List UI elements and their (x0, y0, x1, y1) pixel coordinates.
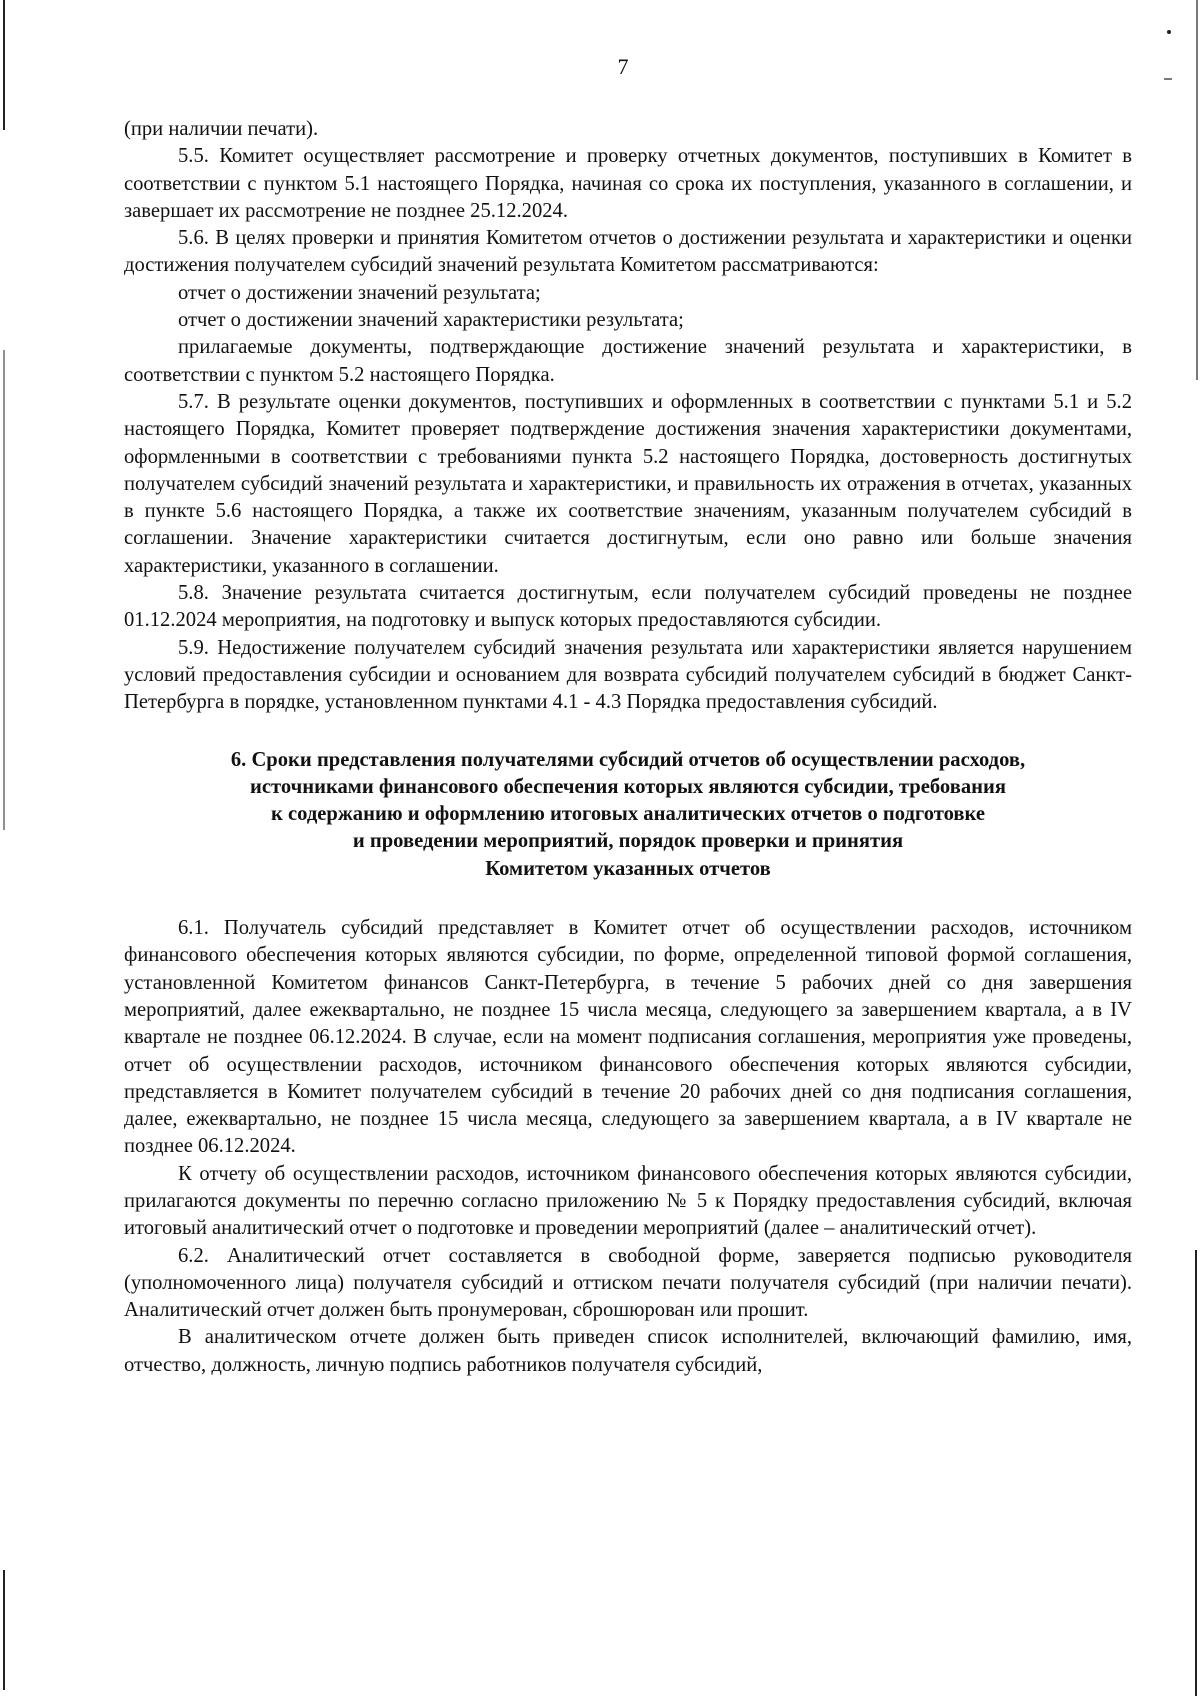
paragraph-5-6: 5.6. В целях проверки и принятия Комитетом отчетов о достижении результата и характеристики и оценки достижения получателем субсидий значений результата Комитетом рассматриваются: (124, 227, 1132, 277)
section-heading-line: и проведении мероприятий, порядок проверки и принятия (352, 830, 904, 853)
paragraph: К отчету об осуществлении расходов, источником финансового обеспечения которых являются субсидии, прилагаются документы по перечню согласно приложению № 5 к Порядку предоставления субсидий, включая итоговый аналитический отчет о подготовке и проведении мероприятий (далее – аналитический отчет). (124, 1162, 1132, 1240)
section-heading (124, 747, 1132, 883)
list-item: отчет о достижении значений характеристики результата; (178, 309, 684, 332)
section-heading-line: к содержанию и оформлению итоговых аналитических отчетов о подготовке (270, 803, 986, 826)
scan-speck (1164, 78, 1172, 80)
paragraph: В аналитическом отчете должен быть приведен список исполнителей, включающий фамилию, имя, отчество, должность, личную подпись работников получателя субсидий, (124, 1326, 1132, 1376)
scan-edge-left-mark (3, 350, 5, 830)
paragraph-6-2: 6.2. Аналитический отчет составляется в свободной форме, заверяется подписью руководителя (уполномоченного лица) получателя субсидий и оттиском печати получателя субсидий (при наличии печати). Аналитический отчет должен быть пронумерован, сброшюрован или прошит. (124, 1244, 1132, 1322)
document-body (124, 116, 1132, 1379)
scan-speck (1167, 30, 1171, 34)
paragraph: (при наличии печати). (124, 118, 319, 140)
page-number: 7 (617, 54, 629, 79)
section-heading-line: Комитетом указанных отчетов (485, 857, 771, 880)
scan-edge-right-mark (1195, 1250, 1197, 1696)
list-item: отчет о достижении значений результата; (178, 281, 541, 304)
paragraph-5-8: 5.8. Значение результата считается достигнутым, если получателем субсидий проведены не позднее 01.12.2024 мероприятия, на подготовку и выпуск которых предоставляются субсидии. (124, 582, 1132, 632)
scan-edge-left-mark (3, 1570, 5, 1690)
list-item: прилагаемые документы, подтверждающие достижение значений результата и характеристики, в соответствии с пунктом 5.2 настоящего Порядка. (124, 336, 1132, 386)
paragraph-5-7: 5.7. В результате оценки документов, поступивших и оформленных в соответствии с пунктами 5.1 и 5.2 настоящего Порядка, Комитет проверяет подтверждение достижения значения характеристики документами, оформленными в соответствии с требованиями пункта 5.2 настоящего Порядка, достоверность достигнутых получателем субсидий значений результата и характеристики, и правильность их отражения в отчетах, указанных в пункте 5.6 настоящего Порядка, а также их соответствие значениям, указанным получателем субсидий в соглашении. Значение характеристики считается достигнутым, если оно равно или больше значения характеристики, указанного в соглашении. (124, 390, 1132, 577)
section-heading-line: источниками финансового обеспечения которых являются субсидии, требования (250, 775, 1006, 798)
section-heading-line: 6. Сроки представления получателями субсидий отчетов об осуществлении расходов, (230, 748, 1026, 771)
paragraph-5-9: 5.9. Недостижение получателем субсидий значения результата или характеристики является нарушением условий предоставления субсидии и основанием для возврата субсидий получателем субсидий в бюджет Санкт-Петербурга в порядке, установленном пунктами 4.1 - 4.3 Порядка предоставления субсидий. (124, 636, 1132, 714)
paragraph-5-5: 5.5. Комитет осуществляет рассмотрение и проверку отчетных документов, поступивших в Комитет в соответствии с пунктом 5.1 настоящего Порядка, начиная со срока их поступления, указанного в соглашении, и завершает их рассмотрение не позднее 25.12.2024. (124, 145, 1132, 222)
paragraph-6-1: 6.1. Получатель субсидий представляет в Комитет отчет об осуществлении расходов, источником финансового обеспечения которых являются субсидии, по форме, определенной типовой формой соглашения, установленной Комитетом финансов Санкт-Петербурга, в течение 5 рабочих дней со дня завершения мероприятий, далее ежеквартально, не позднее 15 числа месяца, следующего за завершением квартала, а в IV квартале не позднее 06.12.2024. В случае, если на момент подписания соглашения, мероприятия уже проведены, отчет об осуществлении расходов, источником финансового обеспечения которых являются субсидии, представляется в Комитет получателем субсидий в течение 20 рабочих дней со дня подписания соглашения, далее, ежеквартально, не позднее 15 числа месяца, следующего за завершением квартала, а в IV квартале не позднее 06.12.2024. (124, 917, 1132, 1158)
